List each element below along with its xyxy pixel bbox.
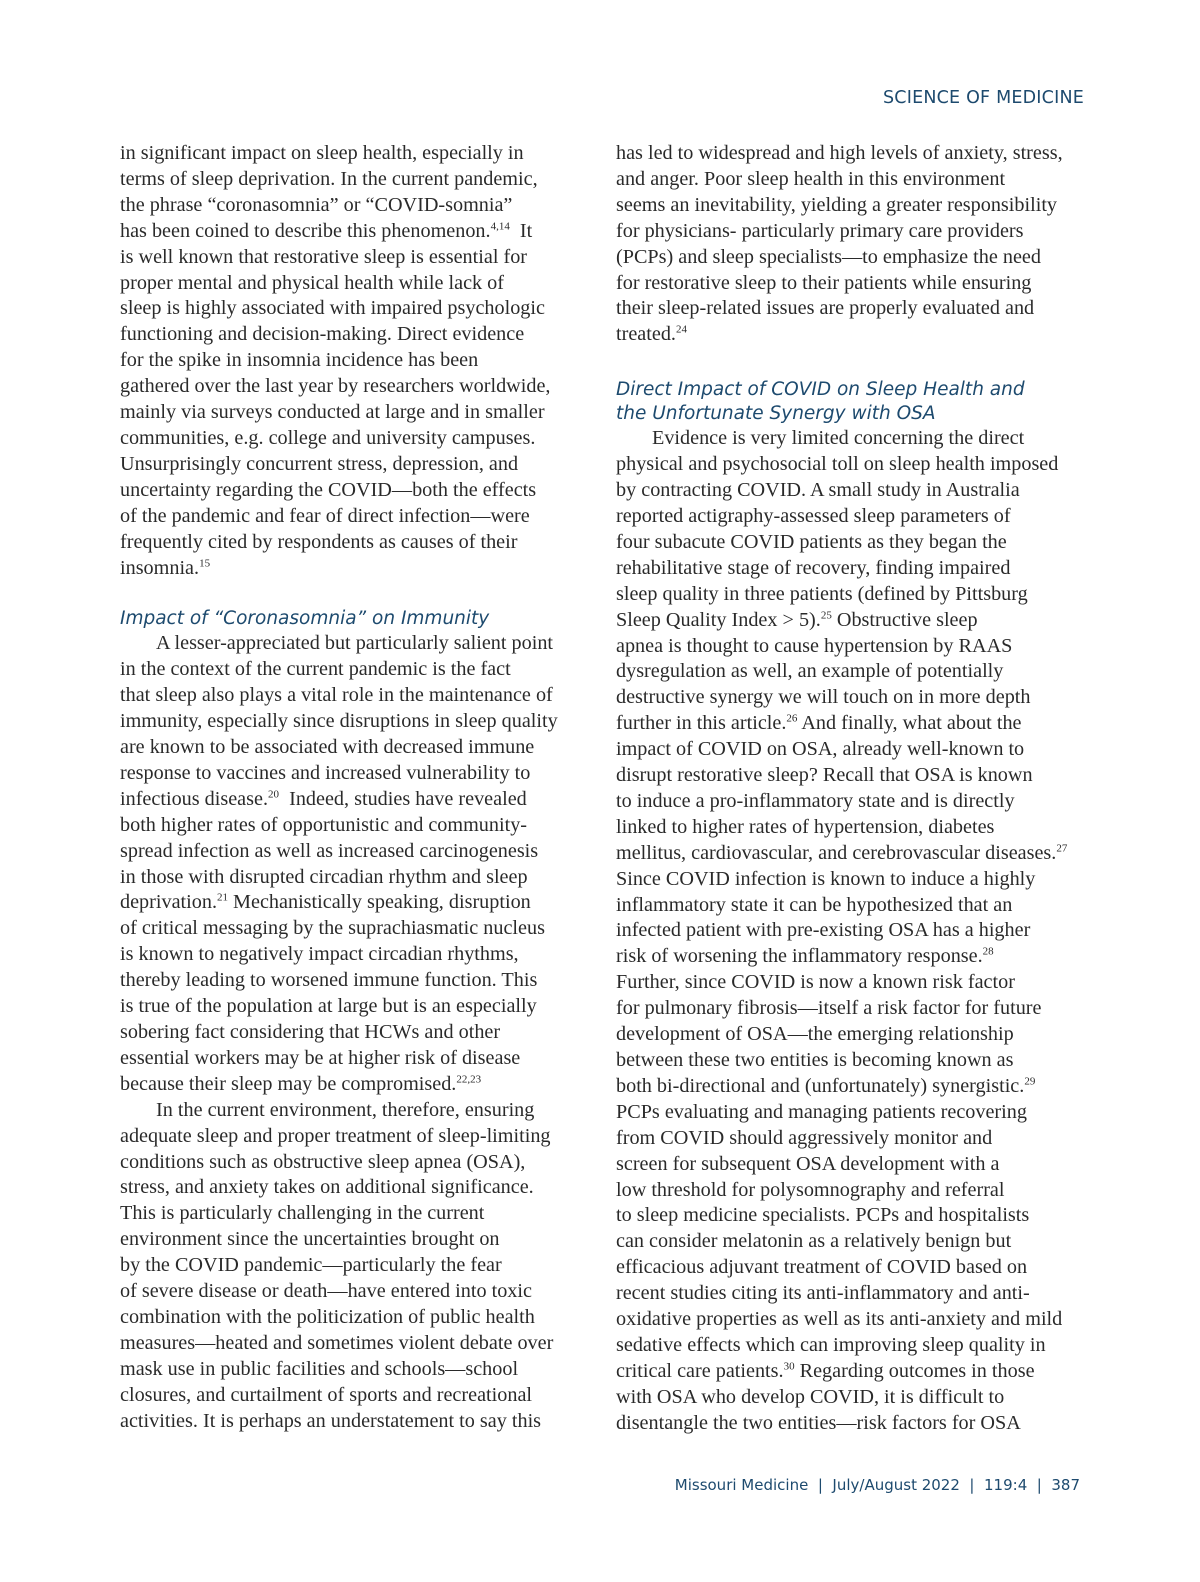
text-line: sobering fact considering that HCWs and other <box>120 1021 501 1043</box>
text-line: sleep quality in three patients (defined by Pittsburg <box>616 582 1028 605</box>
text-line: spread infection as well as increased carcinogenesis <box>120 839 539 862</box>
text-span: Sleep Quality Index > 5). <box>616 608 821 631</box>
text-line: can consider melatonin as a relatively benign but <box>616 1230 1012 1253</box>
citation-ref: 20 <box>268 788 279 801</box>
citation-ref: 30 <box>783 1360 795 1373</box>
text-line <box>616 1359 1090 1385</box>
text-line <box>616 322 1090 348</box>
text-line <box>616 608 1090 634</box>
text-line: the phrase “coronasomnia” or “COVID-somnia” <box>120 193 513 216</box>
text-line: Evidence is very limited concerning the direct <box>652 427 1025 450</box>
text-line <box>120 787 590 813</box>
text-line: PCPs evaluating and managing patients recovering <box>616 1100 1027 1123</box>
left-column <box>120 141 590 1435</box>
text-line: by contracting COVID. A small study in Australia <box>616 479 1020 502</box>
text-line: measures—heated and sometimes violent debate over <box>120 1331 554 1354</box>
text-line: communities, e.g. college and university campuses. <box>120 426 536 449</box>
text-line: sedative effects which can improving sleep quality in <box>616 1333 1046 1356</box>
text-line: adequate sleep and proper treatment of sleep-limiting <box>120 1124 551 1147</box>
text-line: in those with disrupted circadian rhythm and sleep <box>120 865 528 888</box>
text-line: response to vaccines and increased vulnerability to <box>120 761 531 784</box>
text-line: both higher rates of opportunistic and community- <box>120 813 528 836</box>
text-line: are known to be associated with decreased immune <box>120 736 535 759</box>
text-span: deprivation. <box>120 891 217 914</box>
text-span: both bi-directional and (unfortunately) synergistic. <box>616 1074 1025 1097</box>
text-line <box>616 841 1090 867</box>
text-span: Indeed, studies have revealed <box>279 787 527 810</box>
citation-ref: 24 <box>675 323 687 336</box>
text-line: is well known that restorative sleep is essential for <box>120 245 528 268</box>
text-line: is known to negatively impact circadian rhythms, <box>120 943 519 966</box>
text-span: Obstructive sleep <box>831 608 978 631</box>
text-line: is true of the population at large but is an especially <box>120 995 537 1018</box>
text-line: physical and psychosocial toll on sleep health imposed <box>616 453 1059 476</box>
text-span: treated. <box>616 323 676 346</box>
citation-ref: 22,23 <box>456 1073 482 1086</box>
text-line: disrupt restorative sleep? Recall that OSA is known <box>616 764 1033 787</box>
text-line: their sleep-related issues are properly evaluated and <box>616 297 1035 320</box>
text-line: in significant impact on sleep health, especially in <box>120 142 524 164</box>
text-line: for restorative sleep to their patients while ensuring <box>616 271 1032 294</box>
citation-ref: 29 <box>1024 1075 1036 1088</box>
text-line: frequently cited by respondents as causes of their <box>120 530 518 553</box>
text-span: infectious disease. <box>120 787 268 810</box>
text-line: uncertainty regarding the COVID—both the effects <box>120 478 537 501</box>
text-line: and anger. Poor sleep health in this environment <box>616 167 1006 190</box>
text-span: risk of worsening the inflammatory response. <box>616 945 983 968</box>
text-line: linked to higher rates of hypertension, diabetes <box>616 815 995 838</box>
section-subheading: Impact of “Coronasomnia” on Immunity <box>120 608 490 630</box>
text-line: mainly via surveys conducted at large and in smaller <box>120 401 545 424</box>
text-line: with OSA who develop COVID, it is difficult to <box>616 1385 1005 1408</box>
text-line: for pulmonary fibrosis—itself a risk factor for future <box>616 997 1042 1020</box>
text-line <box>120 219 590 245</box>
text-span: Regarding outcomes in those <box>794 1359 1035 1382</box>
text-line: between these two entities is becoming known as <box>616 1049 1014 1071</box>
text-line: thereby leading to worsened immune function. This <box>120 969 538 992</box>
text-line: impact of COVID on OSA, already well-known to <box>616 738 1025 761</box>
text-line: of critical messaging by the suprachiasmatic nucleus <box>120 917 545 940</box>
text-line: development of OSA—the emerging relationship <box>616 1023 1014 1046</box>
citation-ref: 28 <box>982 945 994 958</box>
text-line: activities. It is perhaps an understatement to say this <box>120 1409 542 1432</box>
text-line: functioning and decision-making. Direct evidence <box>120 323 525 346</box>
text-line: conditions such as obstructive sleep apnea (OSA), <box>120 1150 526 1173</box>
citation-ref: 27 <box>1056 842 1068 855</box>
text-span: mellitus, cardiovascular, and cerebrovascular diseases. <box>616 841 1057 864</box>
text-span: Mechanistically speaking, disruption <box>228 891 531 914</box>
text-line: by the COVID pandemic—particularly the fear <box>120 1254 502 1277</box>
citation-ref: 15 <box>199 556 211 569</box>
text-line: seems an inevitability, yielding a greater responsibility <box>616 193 1058 216</box>
text-line <box>120 556 590 582</box>
text-line: This is particularly challenging in the current <box>120 1202 485 1225</box>
text-span: insomnia. <box>120 556 200 579</box>
text-line: in the context of the current pandemic is the fact <box>120 658 511 681</box>
text-line: proper mental and physical health while lack of <box>120 271 504 294</box>
citation-ref: 25 <box>820 608 832 621</box>
text-line: essential workers may be at higher risk of disease <box>120 1046 521 1069</box>
text-line: dysregulation as well, an example of potentially <box>616 660 1004 683</box>
text-line <box>120 890 590 916</box>
text-span: further in this article. <box>616 712 787 735</box>
text-line: stress, and anxiety takes on additional significance. <box>120 1176 534 1199</box>
citation-ref: 26 <box>786 712 798 725</box>
text-line: A lesser-appreciated but particularly salient point <box>156 632 554 655</box>
text-line: Unsurprisingly concurrent stress, depression, and <box>120 452 519 475</box>
text-line: immunity, especially since disruptions in sleep quality <box>120 710 558 733</box>
section-subheading: Direct Impact of COVID on Sleep Health and <box>616 379 1025 401</box>
text-line: for the spike in insomnia incidence has been <box>120 349 479 372</box>
text-line: destructive synergy we will touch on in more depth <box>616 686 1031 709</box>
text-line: (PCPs) and sleep specialists—to emphasize the need <box>616 245 1041 268</box>
text-line: screen for subsequent OSA development with a <box>616 1152 1000 1175</box>
text-line <box>616 711 1090 737</box>
text-line: In the current environment, therefore, ensuring <box>156 1098 535 1121</box>
text-span: critical care patients. <box>616 1359 784 1382</box>
text-line: Since COVID infection is known to induce a highly <box>616 867 1036 890</box>
page-footer: Missouri Medicine | July/August 2022 | 119:4 | 387 <box>674 1476 1080 1494</box>
text-line: recent studies citing its anti-inflammatory and anti- <box>616 1282 1030 1305</box>
text-line: low threshold for polysomnography and referral <box>616 1178 1005 1201</box>
text-line: of the pandemic and fear of direct infection—were <box>120 504 530 527</box>
text-span: And finally, what about the <box>797 712 1022 735</box>
text-line: terms of sleep deprivation. In the current pandemic, <box>120 167 538 190</box>
text-line <box>120 1072 590 1098</box>
text-line: for physicians- particularly primary care providers <box>616 219 1024 242</box>
section-header: SCIENCE OF MEDICINE <box>883 88 1084 108</box>
text-line: efficacious adjuvant treatment of COVID based on <box>616 1256 1028 1279</box>
text-line: oxidative properties as well as its anti-anxiety and mild <box>616 1308 1063 1331</box>
text-line: from COVID should aggressively monitor and <box>616 1126 993 1149</box>
text-line: mask use in public facilities and schools—school <box>120 1357 519 1380</box>
text-line: inflammatory state it can be hypothesized that an <box>616 893 1013 916</box>
text-line: has led to widespread and high levels of anxiety, stress, <box>616 142 1063 164</box>
text-line: that sleep also plays a vital role in the maintenance of <box>120 684 553 707</box>
text-line <box>616 1074 1090 1100</box>
section-subheading: the Unfortunate Synergy with OSA <box>616 403 936 425</box>
text-line: gathered over the last year by researchers worldwide, <box>120 375 551 398</box>
text-line: apnea is thought to cause hypertension by RAAS <box>616 634 1013 657</box>
text-line: Further, since COVID is now a known risk factor <box>616 971 1015 994</box>
text-line: of severe disease or death—have entered into toxic <box>120 1280 532 1303</box>
text-span: because their sleep may be compromised. <box>120 1072 457 1095</box>
text-line: environment since the uncertainties brought on <box>120 1228 500 1251</box>
text-line: combination with the politicization of public health <box>120 1305 535 1328</box>
text-span: has been coined to describe this phenomenon. <box>120 219 491 242</box>
text-line: reported actigraphy-assessed sleep parameters of <box>616 504 1011 527</box>
text-line: closures, and curtailment of sports and recreational <box>120 1383 533 1406</box>
text-line: to induce a pro-inflammatory state and is directly <box>616 789 1015 812</box>
text-span: It <box>509 219 533 242</box>
text-line: four subacute COVID patients as they began the <box>616 530 1007 553</box>
text-line: to sleep medicine specialists. PCPs and hospitalists <box>616 1204 1030 1227</box>
text-line: disentangle the two entities—risk factors for OSA <box>616 1411 1021 1434</box>
text-line: rehabilitative stage of recovery, finding impaired <box>616 556 1011 579</box>
right-column <box>616 141 1090 1437</box>
text-line <box>616 944 1090 970</box>
text-line: sleep is highly associated with impaired psychologic <box>120 297 545 320</box>
citation-ref: 21 <box>217 891 228 904</box>
citation-ref: 4,14 <box>490 219 510 232</box>
text-line: infected patient with pre-existing OSA has a higher <box>616 919 1031 942</box>
